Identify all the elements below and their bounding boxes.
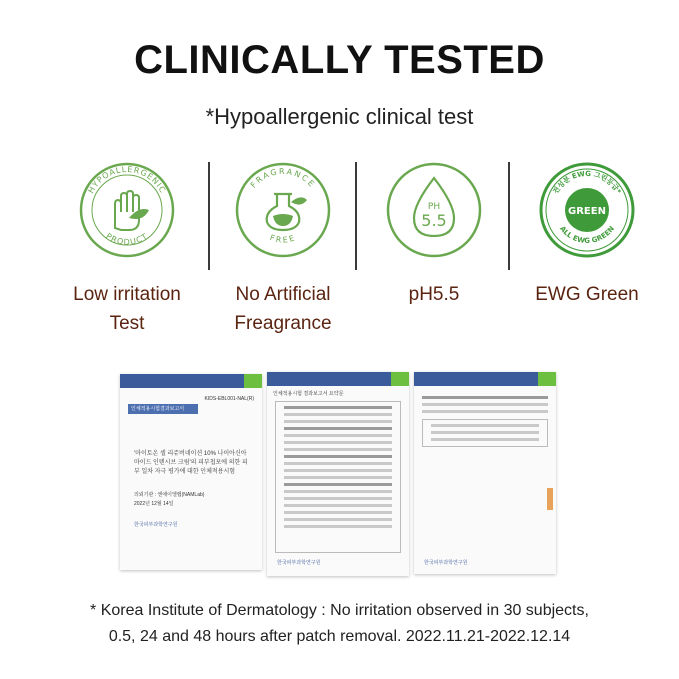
report-documents [120,372,560,578]
ewg-seal-icon [537,160,637,260]
badge-label: pH5.5 [408,284,460,305]
svg-text:전성분 EWG 그린등급*: 전성분 EWG 그린등급* [551,169,623,196]
svg-text:PRODUCT: PRODUCT [104,231,150,247]
badge-fragrance-free [218,160,348,338]
page-tab-marker [547,488,553,510]
report-summary-page: 인체적용시험 결과보고서 요약문 한국피부과학연구원 [267,372,409,576]
badges-row [62,160,648,340]
svg-text:5.5: 5.5 [421,211,447,230]
badge-ph [369,160,499,309]
footnote: * Korea Institute of Dermatology : No irritation observed in 30 subjects, 0.5, 24 and 48 hours after patch removal. 2022.11.21-2022.12.14 [90,602,589,645]
svg-text:FREE: FREE [268,232,298,245]
svg-text:PH: PH [427,202,441,212]
report-cover-page: KIDS-EBL001-NAL(R) 인체적용시험결과보고서 '마이토온 셀 리쥬버네이션 10% 나이아신아마이드 인텐시브 크림'의 피부첩포에 의한 피부 일차 자극 평가에 대한 인체적용시험 의뢰기관 : 엔에이엘랩(NAMLab) 2022년 12월 14일 한국피부과학연구원 [120,374,262,570]
badge-label: EWG Green [535,284,639,305]
svg-text:FRAGRANCE: FRAGRANCE [248,166,318,190]
badge-label: No Artificial Freagrance [234,284,332,334]
cover-label: 인체적용시험결과보고서 [128,404,198,414]
flask-icon [233,160,333,260]
badge-hypoallergenic [62,160,192,338]
badge-label: Low irritation Test [73,284,181,334]
badge-ewg-green [522,160,652,309]
hand-leaf-icon [77,160,177,260]
report-results-page: 한국피부과학연구원 [414,372,556,574]
svg-text:ALL EWG GREEN: ALL EWG GREEN [558,224,617,246]
drop-icon [384,160,484,260]
page-title: CLINICALLY TESTED [134,38,545,82]
svg-text:GREEN: GREEN [568,206,606,217]
svg-text:HYPOALLERGENIC: HYPOALLERGENIC [86,164,168,195]
page-subtitle: *Hypoallergenic clinical test [205,104,474,129]
